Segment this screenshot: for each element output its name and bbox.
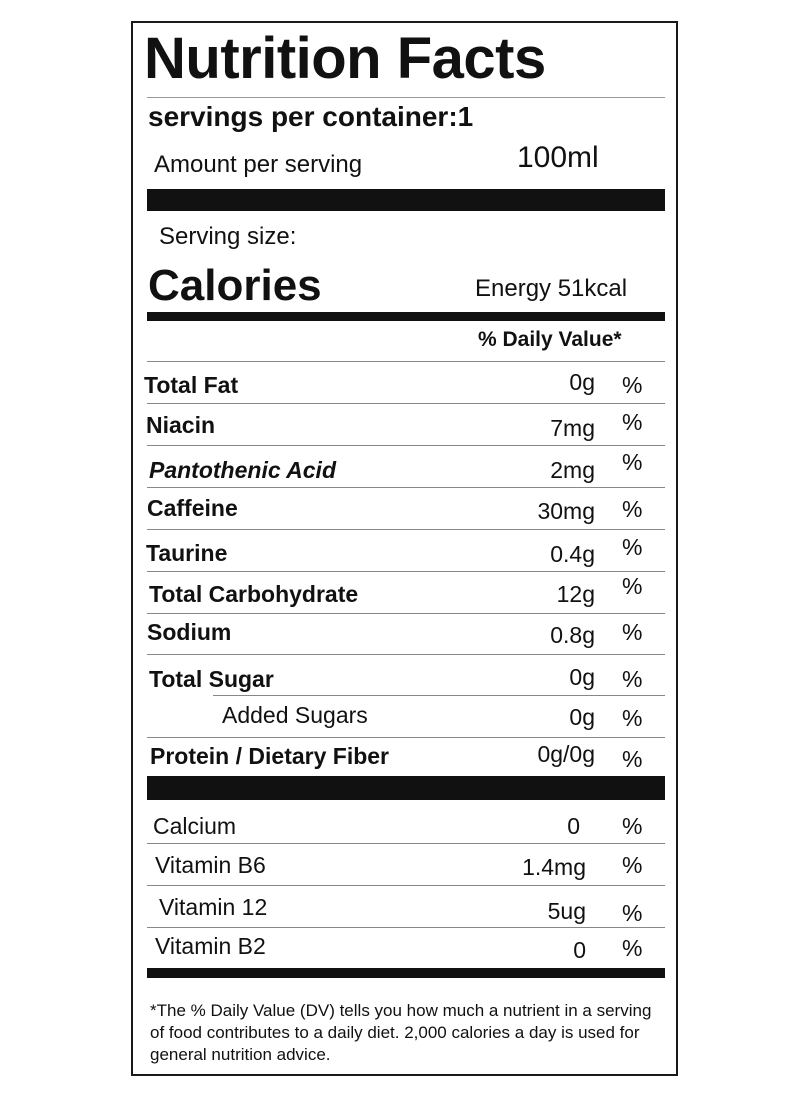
- daily-value-footnote: *The % Daily Value (DV) tells you how much a nutrient in a serving of food contributes to a daily diet. 2,000 calories a day is used for general nutrition advice.: [150, 1001, 652, 1064]
- daily-value-header: % Daily Value*: [478, 328, 622, 351]
- nutrient-value: 0.4g: [550, 541, 595, 567]
- label-title: Nutrition Facts: [144, 26, 546, 91]
- vitamin-percent: %: [622, 852, 643, 878]
- divider: [147, 97, 665, 98]
- sub-divider: [213, 695, 665, 696]
- divider: [147, 571, 665, 572]
- serving-size-label: Serving size:: [159, 223, 297, 250]
- nutrient-percent: %: [622, 534, 643, 560]
- nutrient-name: Taurine: [146, 540, 228, 566]
- energy-value: Energy 51kcal: [475, 275, 628, 302]
- nutrient-value: 12g: [556, 581, 595, 607]
- nutrient-name: Total Fat: [144, 372, 239, 398]
- vitamin-value: 1.4mg: [522, 854, 586, 880]
- nutrient-name: Niacin: [146, 412, 216, 438]
- thick-divider: [147, 189, 665, 211]
- vitamin-name: Vitamin B2: [155, 933, 266, 959]
- vitamin-name: Vitamin 12: [159, 894, 268, 920]
- divider: [147, 843, 665, 844]
- divider: [147, 529, 665, 530]
- nutrient-name: Caffeine: [147, 495, 238, 521]
- nutrient-value: 0g/0g: [537, 741, 595, 767]
- divider: [147, 737, 665, 738]
- vitamin-value: 0: [573, 937, 586, 963]
- nutrient-value: 7mg: [550, 415, 595, 441]
- nutrient-name: Added Sugars: [222, 702, 368, 728]
- nutrient-value: 0g: [569, 369, 595, 395]
- nutrient-name: Protein / Dietary Fiber: [150, 743, 390, 769]
- divider: [147, 403, 665, 404]
- vitamin-name: Calcium: [153, 813, 237, 839]
- vitamin-name: Vitamin B6: [155, 852, 266, 878]
- nutrient-name: Total Sugar: [149, 666, 274, 692]
- divider: [147, 927, 665, 928]
- divider: [147, 613, 665, 614]
- nutrition-facts-label: [131, 21, 678, 1076]
- nutrient-percent: %: [622, 746, 643, 772]
- nutrient-name: Total Carbohydrate: [149, 581, 359, 607]
- nutrient-percent: %: [622, 666, 643, 692]
- amount-per-serving-label: Amount per serving: [154, 151, 363, 178]
- calories-heading: Calories: [148, 261, 322, 310]
- nutrient-percent: %: [622, 705, 643, 731]
- divider: [147, 445, 665, 446]
- divider: [147, 487, 665, 488]
- vitamin-percent: %: [622, 935, 643, 961]
- nutrient-value: 2mg: [550, 457, 595, 483]
- nutrient-name: Sodium: [147, 619, 232, 645]
- divider: [147, 885, 665, 886]
- nutrient-value: 0g: [569, 704, 595, 730]
- nutrient-value: 0.8g: [550, 622, 595, 648]
- divider: [147, 654, 665, 655]
- nutrient-percent: %: [622, 619, 643, 645]
- nutrient-value: 30mg: [537, 498, 595, 524]
- vitamin-percent: %: [622, 900, 643, 926]
- amount-per-serving-value: 100ml: [517, 141, 599, 174]
- nutrient-value: 0g: [569, 664, 595, 690]
- vitamin-percent: %: [622, 813, 643, 839]
- thick-divider: [147, 776, 665, 800]
- medium-divider: [147, 312, 665, 321]
- vitamin-value: 5ug: [547, 898, 586, 924]
- nutrient-name: Pantothenic Acid: [149, 457, 336, 483]
- nutrient-percent: %: [622, 409, 643, 435]
- medium-divider: [147, 968, 665, 978]
- nutrient-percent: %: [622, 496, 643, 522]
- nutrient-percent: %: [622, 573, 643, 599]
- vitamin-value: 0: [567, 813, 580, 839]
- nutrient-percent: %: [622, 449, 643, 475]
- divider: [147, 361, 665, 362]
- servings-per-container: servings per container:1: [148, 101, 474, 132]
- nutrient-percent: %: [622, 372, 643, 398]
